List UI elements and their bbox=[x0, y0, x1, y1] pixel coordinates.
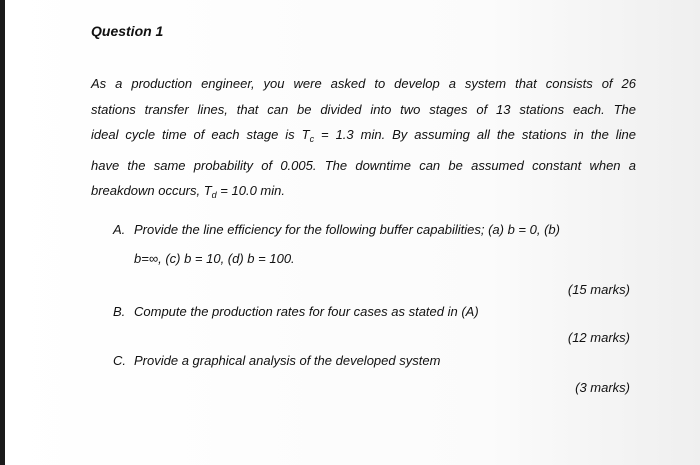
item-b-letter: B. bbox=[113, 304, 126, 319]
item-b-marks: (12 marks) bbox=[567, 330, 630, 345]
cycle-time-subscript: c bbox=[309, 134, 315, 144]
left-edge-border bbox=[0, 0, 5, 465]
item-c-letter: C. bbox=[113, 353, 126, 368]
item-a-text-line-2: b=∞, (c) b = 10, (d) b = 100. bbox=[134, 251, 295, 266]
paragraph-line-2: stations transfer lines, that can be divided into two stages of 13 stations each. The bbox=[91, 101, 636, 117]
item-c-marks: (3 marks) bbox=[575, 380, 630, 395]
item-a-marks: (15 marks) bbox=[567, 282, 630, 297]
item-c-text: Provide a graphical analysis of the developed system bbox=[134, 353, 441, 368]
cycle-time-text: ideal cycle time of each stage is T bbox=[91, 127, 310, 142]
paragraph-line-3 bbox=[91, 122, 636, 153]
downtime-text: breakdown occurs, T bbox=[91, 183, 212, 198]
item-b-text: Compute the production rates for four cases as stated in (A) bbox=[134, 304, 479, 319]
cycle-time-value: = 1.3 min. By assuming all the stations in the line bbox=[314, 127, 636, 142]
question-paragraph bbox=[91, 71, 636, 209]
paragraph-line-1: As a production engineer, you were asked to develop a system that consists of 26 bbox=[91, 76, 636, 91]
downtime-value: = 10.0 min. bbox=[216, 183, 285, 198]
downtime-subscript: d bbox=[211, 190, 217, 200]
question-title: Question 1 bbox=[91, 23, 164, 39]
paragraph-line-5 bbox=[91, 178, 636, 209]
paragraph-line-4: have the same probability of 0.005. The downtime can be assumed constant when a bbox=[91, 157, 636, 173]
item-a-letter: A. bbox=[113, 222, 126, 237]
item-a-text-line-1: Provide the line efficiency for the following buffer capabilities; (a) b = 0, (b) bbox=[134, 222, 560, 237]
